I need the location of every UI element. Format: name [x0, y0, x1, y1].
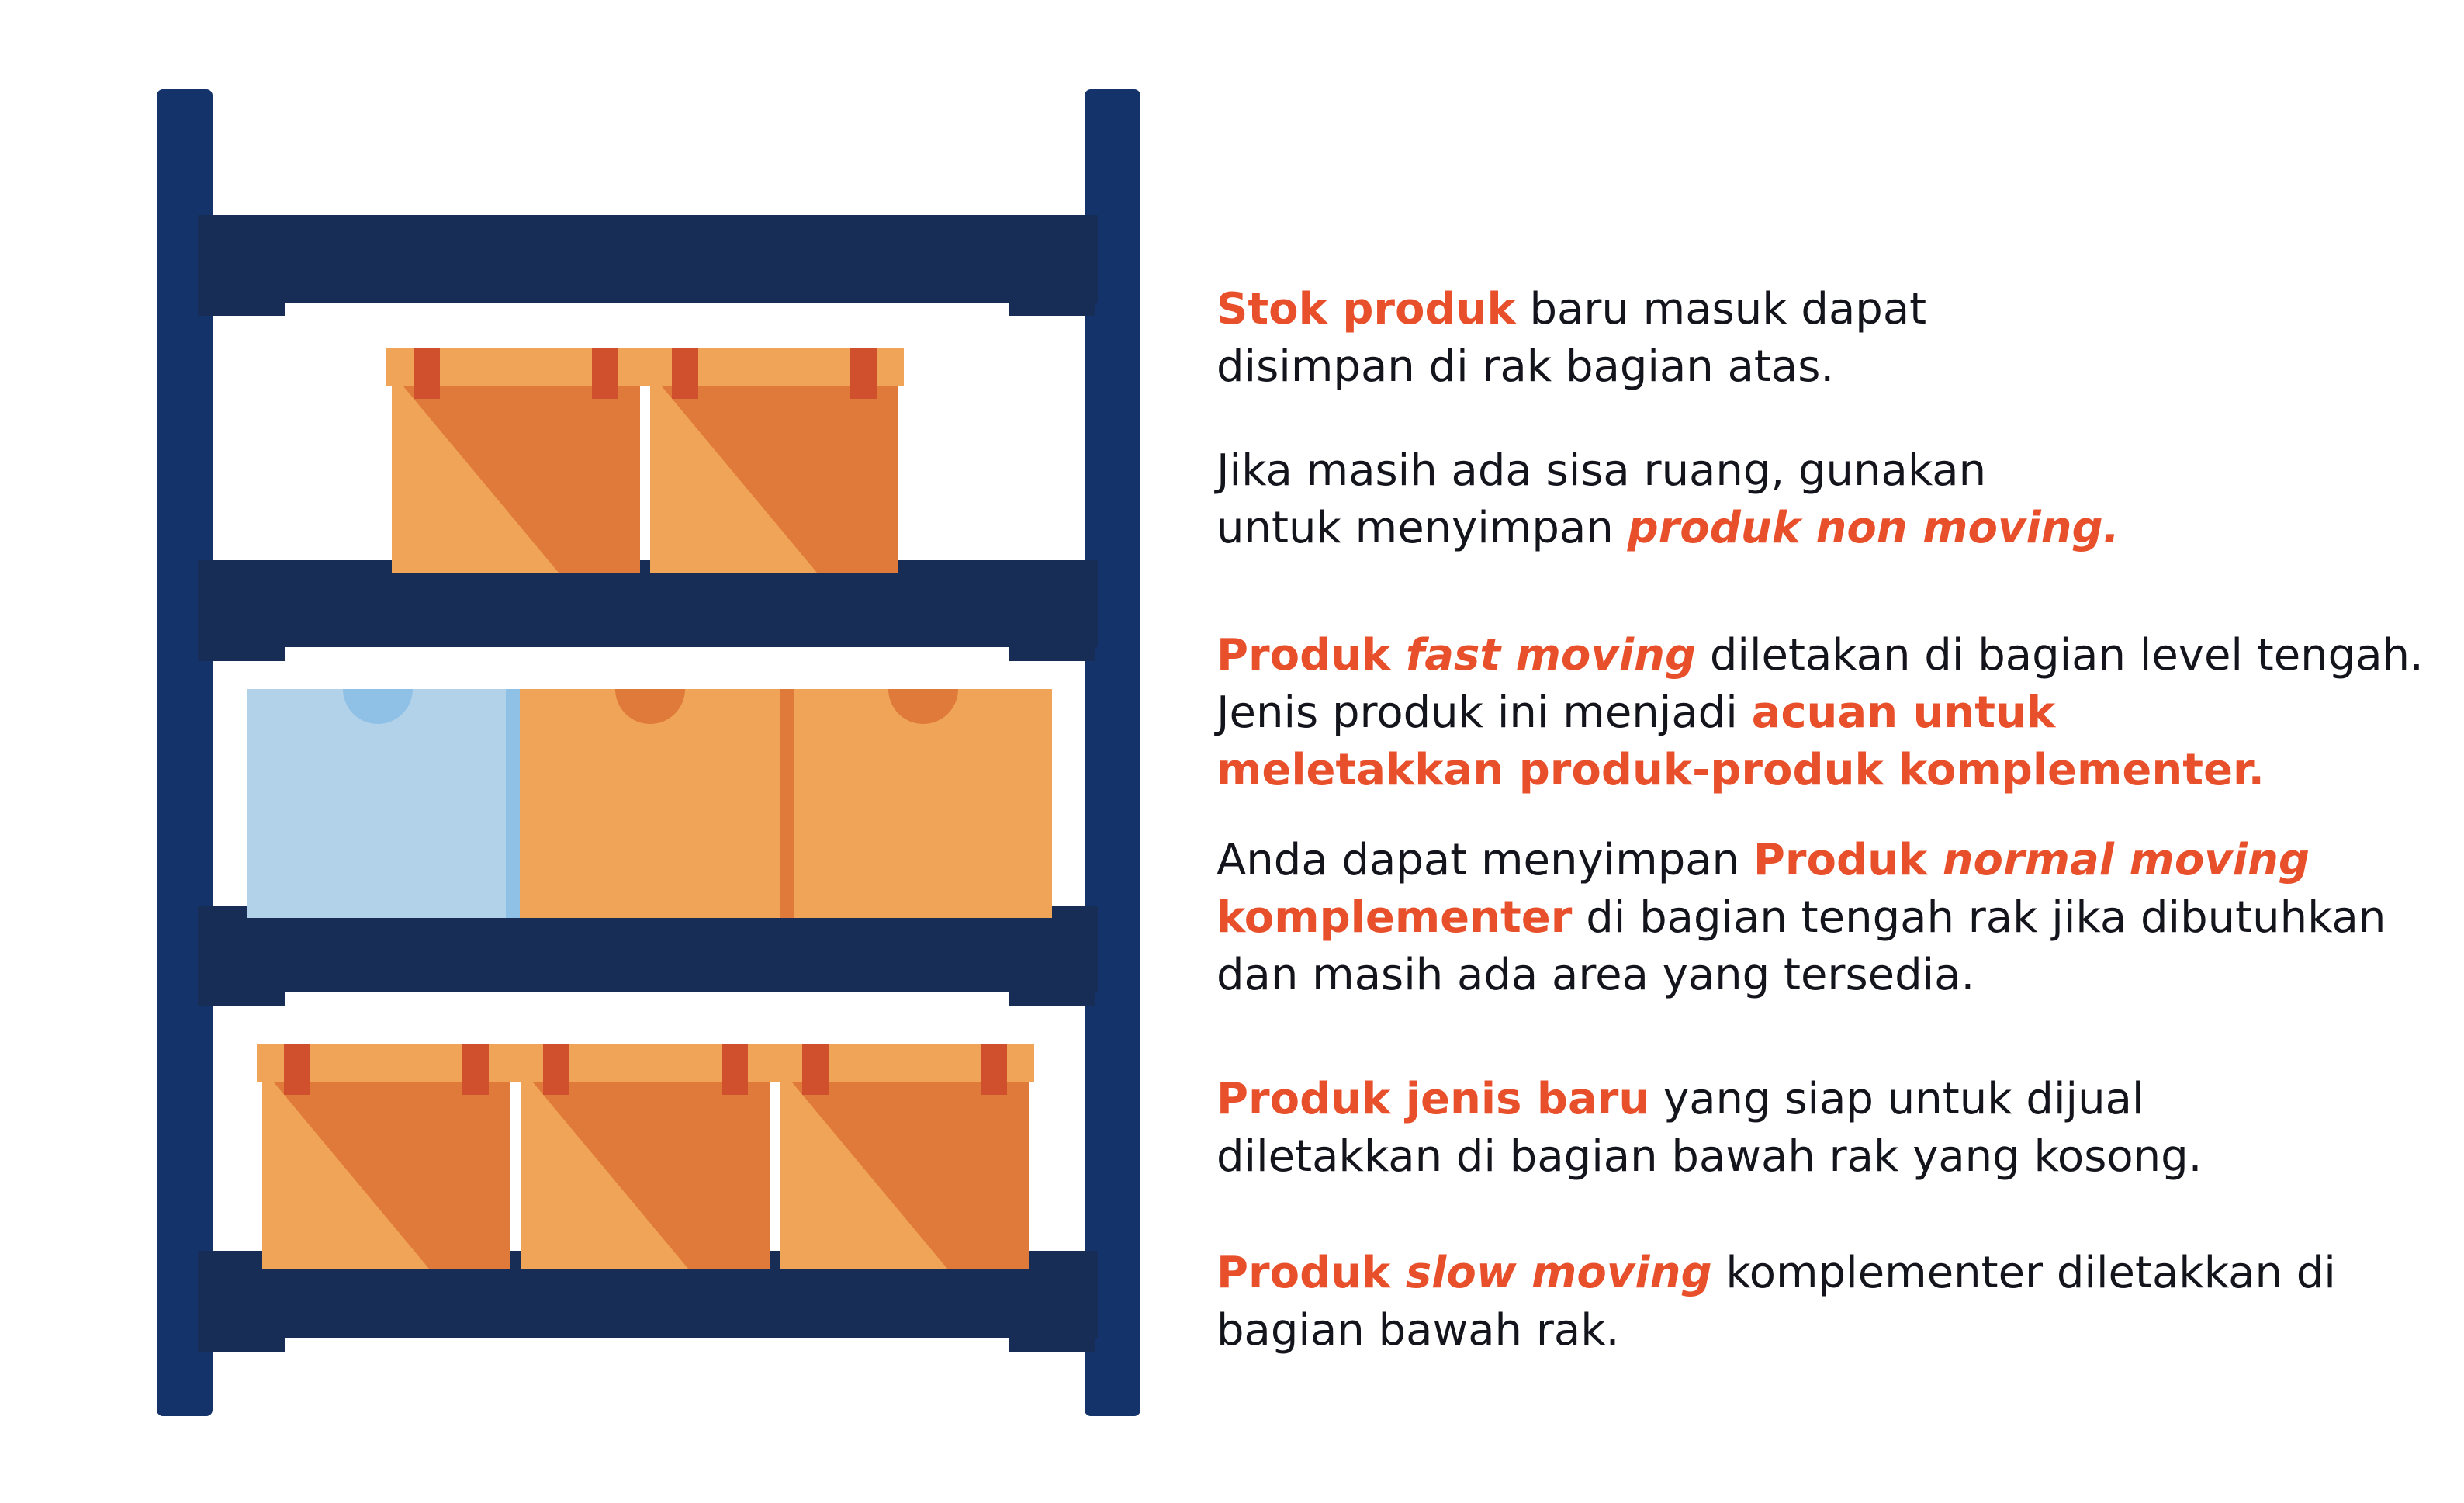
span: diletakkan di bagian bawah rak yang kosong. — [1216, 1131, 2203, 1182]
span: meletakkan produk-produk komplementer. — [1216, 745, 2265, 795]
span: komplementer — [1216, 892, 1573, 943]
span: slow moving — [1405, 1248, 1712, 1298]
span: disimpan di rak bagian atas. — [1216, 341, 1835, 392]
span: komplementer diletakkan di — [1711, 1248, 2336, 1298]
para-slow-moving — [1216, 1245, 2336, 1359]
span: fast moving — [1405, 630, 1697, 681]
span: yang siap untuk dijual — [1649, 1074, 2144, 1124]
span: acuan untuk — [1751, 687, 2056, 738]
span: produk non moving. — [1627, 503, 2120, 553]
para-normal-moving — [1216, 832, 2386, 1004]
cardboard-box-icon — [645, 348, 904, 573]
cardboard-box-icon — [386, 348, 645, 573]
shelf-beam-1 — [198, 215, 1098, 316]
span: Produk jenis baru — [1216, 1074, 1650, 1124]
span: Produk — [1753, 835, 1943, 885]
para-top-shelf — [1216, 281, 1926, 396]
span: Jenis produk ini menjadi — [1216, 687, 1752, 738]
shelf-beam-2 — [198, 560, 1098, 661]
para-non-moving — [1216, 442, 2120, 557]
para-new-product — [1216, 1071, 2202, 1186]
span: dan masih ada area yang tersedia. — [1216, 950, 1975, 1000]
span: Produk — [1216, 630, 1406, 681]
cardboard-box-icon — [516, 1044, 775, 1269]
span: Anda dapat menyimpan — [1216, 835, 1753, 885]
span: Jika masih ada sisa ruang, gunakan — [1216, 445, 1987, 496]
shelf-rack-illustration — [0, 0, 1164, 1503]
span: Stok produk — [1216, 284, 1516, 334]
span: normal moving — [1942, 835, 2310, 885]
span: di bagian tengah rak jika dibutuhkan — [1572, 892, 2386, 943]
para-fast-moving — [1216, 627, 2424, 799]
shelf-beam-3 — [198, 906, 1098, 1006]
span: Produk — [1216, 1248, 1406, 1298]
storage-bin-icon — [794, 689, 1052, 918]
cardboard-box-icon — [257, 1044, 516, 1269]
storage-bin-icon — [247, 689, 520, 918]
storage-bin-icon — [520, 689, 794, 918]
cardboard-box-icon — [775, 1044, 1034, 1269]
span: untuk menyimpan — [1216, 503, 1628, 553]
span: diletakan di bagian level tengah. — [1696, 630, 2424, 681]
explanation-panel — [1216, 0, 2450, 1503]
span: baru masuk dapat — [1515, 284, 1927, 334]
span: bagian bawah rak. — [1216, 1305, 1620, 1356]
